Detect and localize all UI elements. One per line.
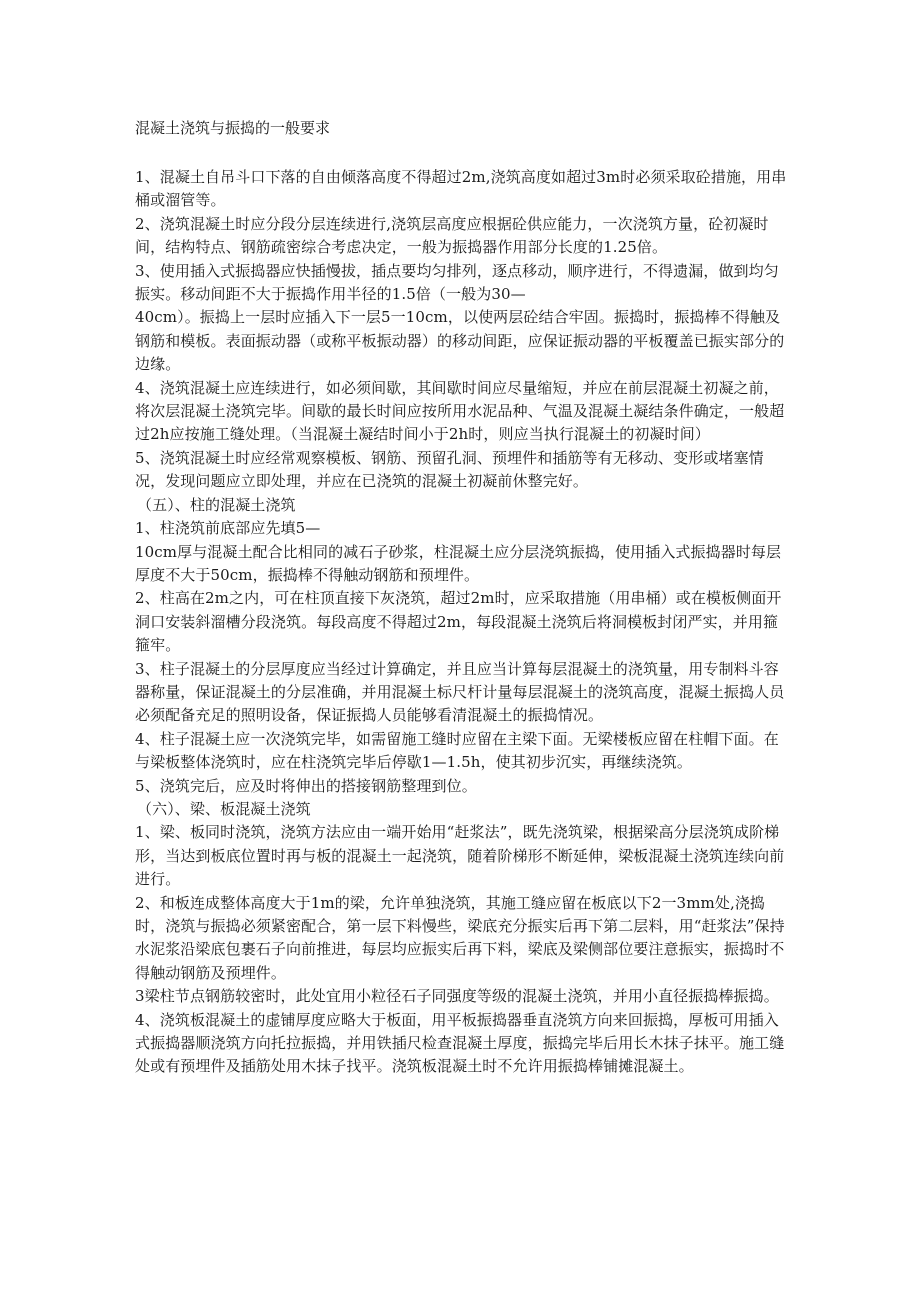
paragraph: 2、和板连成整体高度大于1m的梁，允许单独浇筑，其施工缝应留在板底以下2一3mm处,浇捣时，浇筑与振捣必须紧密配合，第一层下料慢些，梁底充分振实后再下第二层料，用“赶浆法”保持水泥浆沿梁底包裹石子向前推进，每层均应振实后再下料，梁底及梁侧部位要注意振实，振捣时不得触动钢筋及预埋件。 [135,893,785,982]
paragraph: 4、柱子混凝土应一次浇筑完毕，如需留施工缝时应留在主梁下面。无梁楼板应留在柱帽下面。在与梁板整体浇筑时，应在柱浇筑完毕后停歇1—1.5h，使其初步沉实，再继续浇筑。 [135,729,779,772]
paragraph: 2、浇筑混凝土时应分段分层连续进行,浇筑层高度应根据砼供应能力，一次浇筑方量，砼初凝时间，结构特点、钢筋疏密综合考虑决定，一般为振捣器作用部分长度的1.25倍。 [135,214,769,257]
paragraph: 4、浇筑板混凝土的虚铺厚度应略大于板面，用平板振捣器垂直浇筑方向来回振捣，厚板可用插入式振捣器顺浇筑方向托拉振捣，并用铁插尺检查混凝土厚度，振捣完毕后用长木抹子抹平。施工缝处或有预埋件及插筋处用木抹子找平。浇筑板混凝土时不允许用振捣棒铺摊混凝土。 [135,1010,785,1076]
paragraph: 4、浇筑混凝土应连续进行，如必须间歇，其间歇时间应尽量缩短，并应在前层混凝土初凝之前，将次层混凝土浇筑完毕。间歇的最长时间应按所用水泥品种、气温及混凝土凝结条件确定，一般超过2h应按施工缝处理。（当混凝土凝结时间小于2h时，则应当执行混凝土的初凝时间） [135,378,785,444]
document-page [135,0,787,1302]
paragraph: 3、柱子混凝土的分层厚度应当经过计算确定，并且应当计算每层混凝土的浇筑量，用专制料斗容器称量，保证混凝土的分层准确，并用混凝土标尺杆计量每层混凝土的浇筑高度，混凝土振捣人员必须配备充足的照明设备，保证振捣人员能够看清混凝土的振捣情况。 [135,659,785,725]
paragraph: 3、使用插入式振捣器应快插慢拔，插点要均匀排列，逐点移动，顺序进行，不得遗漏，做到均匀振实。移动间距不大于振捣作用半径的1.5倍（一般为30— [135,261,779,304]
section-heading: （五）、柱的混凝土浇筑 [137,495,296,514]
paragraph: 1、柱浇筑前底部应先填5— [135,519,321,538]
section-heading: （六）、梁、板混凝土浇筑 [137,799,311,818]
document-title: 混凝土浇筑与振捣的一般要求 [135,119,331,137]
paragraph: 40cm）。振捣上一层时应插入下一层5一10cm，以使两层砼结合牢固。振捣时，振捣棒不得触及钢筋和模板。表面振动器（或称平板振动器）的移动间距，应保证振动器的平板覆盖已振实部分的边缘。 [135,308,785,374]
document-body [135,166,787,1079]
paragraph: 2、柱高在2m之内，可在柱顶直接下灰浇筑，超过2m时，应采取措施（用串桶）或在模板侧面开洞口安装斜溜槽分段浇筑。每段高度不得超过2m，每段混凝土浇筑后将洞模板封闭严实，并用箍箍牢。 [135,589,782,655]
paragraph: 10cm厚与混凝土配合比相同的减石子砂浆，柱混凝土应分层浇筑振捣，使用插入式振捣器时每层厚度不大于50cm，振捣棒不得触动钢筋和预埋件。 [135,542,782,584]
paragraph: 3梁柱节点钢筋较密时，此处宜用小粒径石子同强度等级的混凝土浇筑，并用小直径振捣棒振捣。 [135,987,779,1006]
paragraph: 5、浇筑完后，应及时将伸出的搭接钢筋整理到位。 [135,776,477,795]
paragraph: 1、混凝土自吊斗口下落的自由倾落高度不得超过2m,浇筑高度如超过3m时必须采取砼措施，用串桶或溜管等。 [135,168,787,210]
paragraph: 5、浇筑混凝土时应经常观察模板、钢筋、预留孔洞、预埋件和插筋等有无移动、变形或堵塞情况，发现问题应立即处理，并应在已浇筑的混凝土初凝前休整完好。 [135,448,764,491]
paragraph: 1、梁、板同时浇筑，浇筑方法应由一端开始用“赶浆法”，既先浇筑梁，根据梁高分层浇筑成阶梯形，当达到板底位置时再与板的混凝土一起浇筑，随着阶梯形不断延伸，梁板混凝土浇筑连续向前进行。 [135,823,785,889]
